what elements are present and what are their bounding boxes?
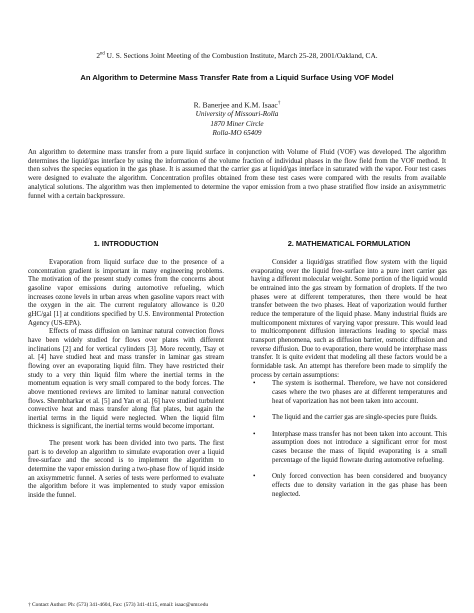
author-names-line (0, 99, 474, 110)
assumption-item (251, 379, 447, 405)
contact-footnote: † Contact Author: Ph: (573) 341-4604, Fax: (573) 341-4115, email: isaac@umr.edu (28, 602, 209, 608)
assumption-text: Interphase mass transfer has not been taken into account. This assumption does not introduce a significant error for most cases because the mass of liquid evaporating is a small percentage of the liquid flowrate during automotive refueling. (272, 429, 447, 464)
intro-paragraph: Evaporation from liquid surface due to the presence of a concentration gradient is important in many engineering problems. The motivation of the present study comes from the concerns about gasoline vapor emissions during automotive refueling, which increases ozone levels in urban areas when gasoline vapors react with the oxygen in the air. The current regulatory allowance is 0.20 gHC/gal [1] at conditions specified by U.S. Environmental Protection Agency (US-EPA). (28, 258, 224, 327)
intro-paragraph: The present work has been divided into two parts. The first part is to develop an algorithm to simulate evaporation over a liquid free-surface and the second is to implement the algorithm to determine the vapor emission during a two-phase flow of liquid inside an axisymmetric funnel. A series of tests were performed to evaluate the algorithm before it was implemented to study vapor emission inside the funnel. (28, 439, 224, 500)
formulation-paragraph: Consider a liquid/gas stratified flow system with the liquid evaporating over the liquid free-surface into a pure inert carrier gas having a different molecular weight. Some portion of the liquid would be entrained into the gas stream by formation of droplets. If the two phases were at different temperatures, then there would be heat transfer between the two phases. Heat of vaporization would further reduce the temperature of the liquid phase. Many industrial fluids are multicomponent mixtures of varying vapor pressure. This would lead to multicomponent diffusion interactions leading to special mass transport phenomena, such as diffusion barrier, osmotic diffusion and reverse diffusion. Due to evaporation, there would be interphase mass transfer. It is quite evident that modeling all these factors would be a formidable task. An attempt has therefore been made to simplify the process by certain assumptions: (251, 258, 447, 379)
abstract: An algorithm to determine mass transfer from a pure liquid surface in conjunction with Volume of Fluid (VOF) was developed. The algorithm determines the liquid/gas interface by using the information of the volume fraction of individual phases in the flow field from the VOF method. It then solves the species equation in the gas phase. It is assumed that the carrier gas at liquid/gas interface in saturated with the vapor. Four test cases were designed to evaluate the algorithm. Concentration profiles obtained from these test cases were compared with the results from available analytical solutions. The algorithm was then implemented to determine the vapor emission from a two phase stratified flow inside an axisymmetric funnel with a certain backpressure. (28, 148, 446, 200)
affiliation-university: University of Missouri-Rolla (195, 110, 279, 119)
author-names: R. Banerjee and K.M. Isaac (193, 100, 278, 110)
formulation-heading: 2. MATHEMATICAL FORMULATION (287, 239, 411, 248)
introduction-heading: 1. INTRODUCTION (93, 239, 159, 248)
bullet-icon: • (253, 429, 256, 438)
bullet-icon: • (253, 379, 256, 388)
assumption-text: The liquid and the carrier gas are single-species pure fluids. (272, 413, 438, 422)
affiliation-street: 1870 Miner Circle (210, 119, 264, 128)
meeting-ordinal-suffix: nd (100, 51, 105, 57)
meeting-text: U. S. Sections Joint Meeting of the Combustion Institute, March 25-28, 2001/Oakland, CA. (104, 51, 378, 60)
assumption-item (251, 430, 447, 465)
bullet-icon: • (253, 472, 256, 481)
left-column (28, 240, 224, 500)
intro-paragraph: Effects of mass diffusion on laminar natural convection flows have been widely studied for flows over plates with different inclinations [2] and for vertical cylinders [3]. More recently, Tsay et al. [4] have studied heat and mass transfer in laminar gas stream flowing over an evaporating liquid film. They have restricted their study to a very thin liquid film where the inertial terms in the momentum equation is very small compared to the body forces. The above mentioned reviews are limited to laminar natural convection flows. Shembharkar et al. [5] and Yan et al. [6] have studied turbulent convective heat and mass transfer along flat plates, but again the inertial terms in the liquid were neglected. When the liquid film thickness is significant, the inertial terms would become important. (28, 327, 224, 431)
assumption-list (251, 379, 447, 498)
assumption-item (251, 472, 447, 498)
bullet-icon: • (253, 413, 256, 422)
assumption-text: Only forced convection has been considered and buoyancy effects due to density variation in the gas phase has been neglected. (272, 472, 447, 498)
meeting-ordinal-number: 2 (96, 51, 101, 60)
right-column (251, 240, 447, 506)
affiliation-city: Rolla-MO 65409 (212, 129, 262, 138)
author-block (0, 99, 474, 139)
dagger-mark: † (277, 101, 281, 106)
assumption-text: The system is isothermal. Therefore, we have not considered cases where the two phases are at different temperatures and heat of vaporization has not been taken into account. (272, 379, 447, 405)
paper-title: An Algorithm to Determine Mass Transfer Rate from a Liquid Surface Using VOF Model (80, 73, 394, 82)
assumption-item (251, 413, 447, 422)
meeting-header (0, 51, 474, 60)
